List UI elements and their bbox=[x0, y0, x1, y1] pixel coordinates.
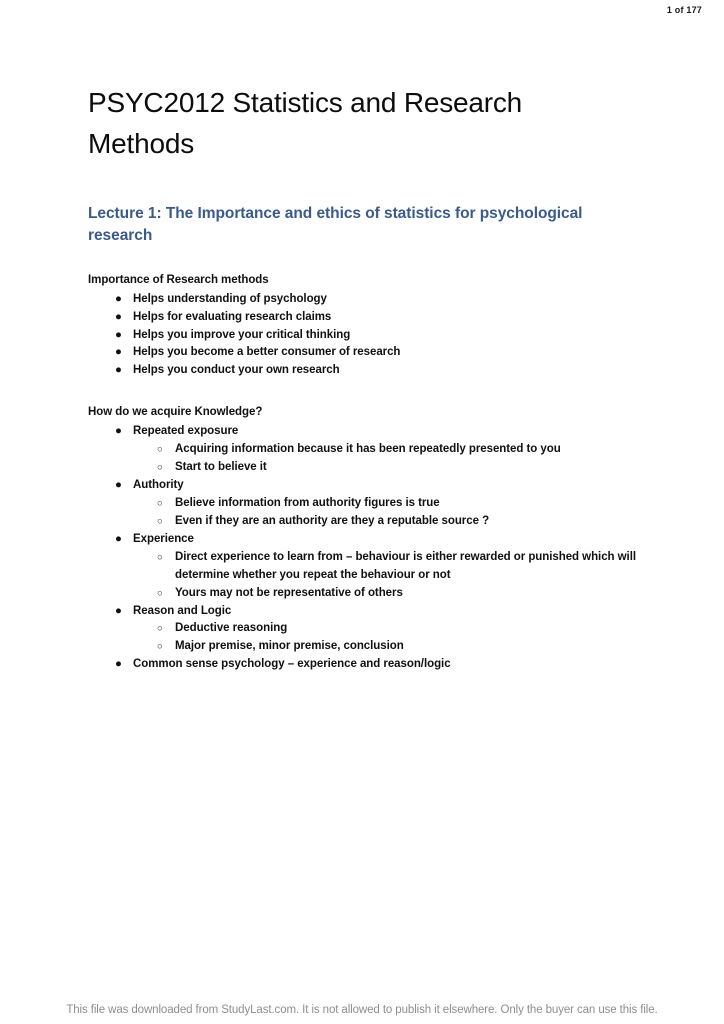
list-item-label: Authority bbox=[133, 478, 184, 491]
bullet-circle-icon: ○ bbox=[157, 623, 163, 635]
list-item bbox=[88, 291, 648, 309]
sub-list-item bbox=[133, 638, 648, 656]
list-item bbox=[88, 309, 648, 327]
bullet-circle-icon: ○ bbox=[157, 641, 163, 653]
sub-list-item bbox=[133, 585, 648, 603]
section-importance-of-research-methods bbox=[88, 272, 648, 381]
sub-bullet-list bbox=[133, 441, 648, 477]
list-item-label: Helps you become a better consumer of research bbox=[133, 346, 401, 359]
bullet-disc-icon: ● bbox=[115, 346, 122, 359]
sub-list-item bbox=[133, 495, 648, 513]
lecture-heading: Lecture 1: The Importance and ethics of statistics for psychological research bbox=[88, 204, 583, 245]
list-item bbox=[88, 603, 648, 657]
bullet-disc-icon: ● bbox=[115, 532, 122, 545]
section-heading: Importance of Research methods bbox=[88, 273, 269, 286]
sub-bullet-list bbox=[133, 495, 648, 531]
list-item-label: Common sense psychology – experience and reason/logic bbox=[133, 658, 451, 671]
bullet-circle-icon: ○ bbox=[157, 497, 163, 509]
list-item bbox=[88, 531, 648, 603]
list-item bbox=[88, 656, 648, 674]
bullet-circle-icon: ○ bbox=[157, 444, 163, 456]
list-item bbox=[88, 327, 648, 345]
bullet-circle-icon: ○ bbox=[157, 515, 163, 527]
bullet-circle-icon: ○ bbox=[157, 587, 163, 599]
sub-list-item-label: Direct experience to learn from – behaviour is either rewarded or punished which will determine whether you repeat the behaviour or not bbox=[175, 550, 636, 581]
section-how-do-we-acquire-knowledge bbox=[88, 404, 648, 674]
bullet-circle-icon: ○ bbox=[157, 462, 163, 473]
sub-list-item-label: Even if they are an authority are they a reputable source ? bbox=[175, 514, 490, 527]
sub-list-item-label: Acquiring information because it has been repeatedly presented to you bbox=[175, 443, 561, 456]
list-item bbox=[88, 344, 648, 362]
bullet-disc-icon: ● bbox=[115, 658, 122, 671]
sub-list-item-label: Major premise, minor premise, conclusion bbox=[175, 640, 404, 653]
sub-list-item-label: Yours may not be representative of others bbox=[175, 586, 403, 599]
page-title: PSYC2012 Statistics and Research Methods bbox=[88, 87, 523, 160]
sub-bullet-list bbox=[133, 549, 648, 603]
sub-list-item bbox=[133, 441, 648, 459]
sub-list-item bbox=[133, 620, 648, 638]
bullet-disc-icon: ● bbox=[115, 478, 122, 491]
list-item-label: Helps you improve your critical thinking bbox=[133, 328, 351, 341]
bullet-circle-icon: ○ bbox=[157, 551, 163, 563]
sub-list-item-label: Believe information from authority figures is true bbox=[175, 496, 440, 509]
list-item bbox=[88, 362, 648, 380]
list-item-label: Repeated exposure bbox=[133, 425, 239, 438]
bullet-disc-icon: ● bbox=[115, 328, 122, 341]
page-indicator: 1 of 177 bbox=[666, 5, 702, 15]
bullet-disc-icon: ● bbox=[115, 604, 122, 617]
list-item-label: Helps you conduct your own research bbox=[133, 364, 340, 377]
sub-list-item bbox=[133, 513, 648, 531]
bullet-disc-icon: ● bbox=[115, 364, 122, 377]
bullet-list bbox=[88, 291, 648, 381]
sub-list-item-label: Start to believe it bbox=[175, 461, 267, 473]
bullet-disc-icon: ● bbox=[115, 425, 122, 438]
list-item bbox=[88, 423, 648, 477]
document-body bbox=[88, 82, 648, 674]
bullet-list bbox=[88, 423, 648, 674]
list-item-label: Helps understanding of psychology bbox=[133, 292, 327, 305]
section-heading: How do we acquire Knowledge? bbox=[88, 406, 263, 419]
bullet-disc-icon: ● bbox=[115, 292, 122, 305]
sub-list-item bbox=[133, 459, 648, 477]
list-item bbox=[88, 477, 648, 531]
bullet-disc-icon: ● bbox=[115, 310, 122, 323]
list-item-label: Reason and Logic bbox=[133, 604, 232, 617]
sub-list-item bbox=[133, 549, 648, 585]
list-item-label: Experience bbox=[133, 532, 194, 545]
footer-notice: This file was downloaded from StudyLast.com. It is not allowed to publish it elsewhere. Only the buyer can use this file. bbox=[66, 1004, 658, 1016]
list-item-label: Helps for evaluating research claims bbox=[133, 310, 332, 323]
sub-bullet-list bbox=[133, 620, 648, 656]
sub-list-item-label: Deductive reasoning bbox=[175, 622, 288, 635]
